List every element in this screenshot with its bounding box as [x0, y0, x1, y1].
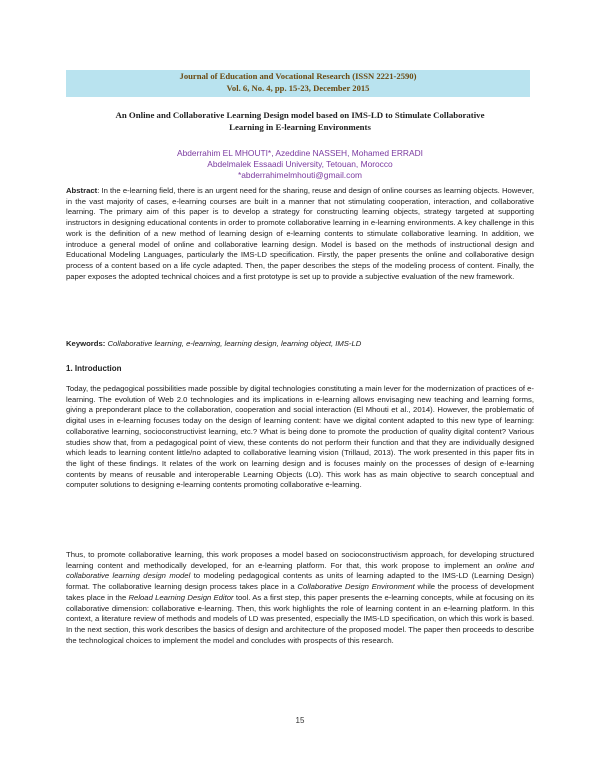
paper-title-line2: Learning in E-learning Environments: [229, 122, 371, 132]
author-affiliation: Abdelmalek Essaadi University, Tetouan, Morocco: [207, 158, 393, 169]
author-names: Abderrahim EL MHOUTI*, Azeddine NASSEH, Mohamed ERRADI: [177, 148, 423, 158]
journal-name: Journal of Education and Vocational Research (ISSN 2221-2590): [179, 71, 417, 81]
author-email: *abderrahimelmhouti@gmail.com: [238, 169, 362, 180]
para2-text-c: while the process of development takes place in the: [66, 582, 535, 602]
paper-title-line1: An Online and Collaborative Learning Design model based on IMS-LD to Stimulate Collaborative: [115, 110, 485, 120]
author-block: [66, 148, 534, 180]
abstract: [66, 186, 534, 282]
introduction-paragraph-1: Today, the pedagogical possibilities made possible by digital technologies constituting a main lever for the modernization of practices of e-learning. The evolution of Web 2.0 technologies and its implications in e-learning allows envisaging new teaching and learning forms, giving a preponderant place to the collaboration, cooperation and social interaction (El Mhouti et al., 2014). However, the problematic of digital uses in e-learning focuses today on the design of learning content: have we digital content adapted to this new type of learning: collaborative learning, socioconstructivist learning, etc.? What is being done to promote the production of quality digital content? Various studies show that, from a pedagogical point of view, these contents do not perform their function and that they are individually designed which leads to learning content little/no adapted to collaborative learning vision (Trillaud, 2013). The work presented in this paper fits in the light of these findings. It relates of the work on learning design and is focuses mainly on the processes of design of e-learning contents by means of reusable and interoperable Learning Objects (LO). This work has as main objective to search conceptual and computer solutions to designing e-learning contents promoting collaborative e-learning.: [66, 384, 534, 490]
abstract-text: : In the e-learning field, there is an urgent need for the sharing, reuse and design of online courses as learning objects. However, in the vast majority of cases, e-learning courses are built in a manner that not stimulating cooperation, interaction, and collaborative learning. The primary aim of this paper is to develop a strategy for constructing learning objects, strategy targeted at supporting instructors in designing educational contents in order to promote collaborative learning in e-learning environments. A key challenge in this work is the definition of a new method of learning design of e-learning contents to stimulate collaborative learning. In addition, we introduce a general model of online and collaborative learning design. Model is based on the methods of instructional design and Educational Modeling Languages, particularly the IMS-LD specification. Firstly, the paper presents the online and collaborative design process of a content based on a life cycle adapted. Then, the paper describes the steps of the modeling process of content. Finally, the paper exposes the adopted technical choices and a first prototype is set up to provide a subjective evaluation of the new framework.: [66, 186, 534, 281]
journal-volume: Vol. 6, No. 4, pp. 15-23, December 2015: [226, 82, 370, 93]
keywords-label: Keywords: [66, 339, 103, 348]
para2-text-b: to modeling pedagogical contents as units of learning adapted to the IMS-LD (Learning Design) format. The collaborative learning design process takes place in a: [66, 571, 534, 592]
para2-emphasis-editor: Reload Learning Design Editor: [128, 592, 234, 602]
para2-emphasis-environment: Collaborative Design Environment: [297, 582, 415, 592]
abstract-label: Abstract: [66, 186, 98, 195]
introduction-paragraph-2: [66, 550, 534, 646]
keywords: Keywords: Collaborative learning, e-learning, learning design, learning object, IMS-LD: [66, 339, 362, 348]
para2-text-d: tool. As a first step, this paper presents the e-learning concepts, while at focusing on its collaborative dimension: collaborative e-learning. Then, this work highlights the role of learning content in an e-learning platform. In this context, a literature review of methods and models of LD was presented, especially the IMS-LD specification, on which this work is based. In the next section, this work describes the basics of design and architecture of the proposed model. The paper then proceeds to describe the technological choices to implement the model and concludes with prospects of this research.: [66, 592, 535, 645]
journal-header: [66, 70, 530, 97]
section-heading-introduction: 1. Introduction: [66, 364, 122, 373]
paper-title: [66, 109, 534, 133]
keywords-text: Collaborative learning, e-learning, learning design, learning object, IMS-LD: [107, 339, 362, 348]
para2-emphasis-model: online and collaborative learning design model: [66, 560, 534, 581]
para2-text-a: Thus, to promote collaborative learning, this work proposes a model based on socioconstructivism approach, for developing structured learning content and methodically developed, for an e-learning platform. For that, this work propose to implement an: [66, 550, 534, 570]
page-number: 15: [295, 716, 305, 725]
